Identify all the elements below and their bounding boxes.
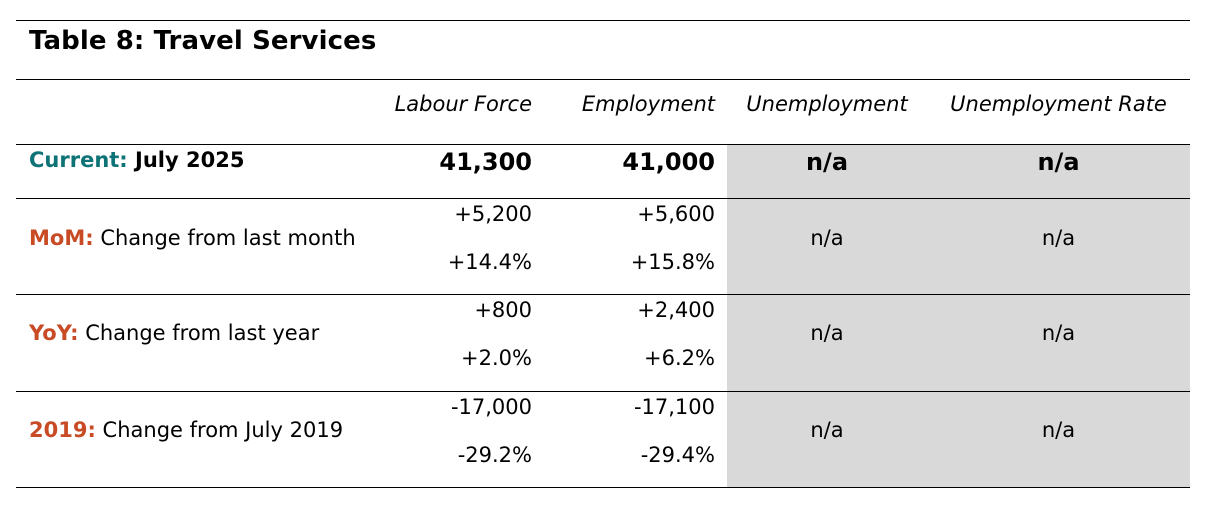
mom-unemployment: n/a	[810, 226, 844, 250]
yoy-unemployment-rate: n/a	[1041, 321, 1076, 345]
vs-2019-unemployment: n/a	[810, 418, 844, 442]
current-employment: 41,000	[622, 148, 715, 176]
yoy-labour-force-pct: +2.0%	[461, 346, 532, 370]
header-top-rule	[16, 79, 1190, 80]
current-unemployment-rate: n/a	[1037, 148, 1080, 176]
mom-unemployment-rate: n/a	[1041, 226, 1076, 250]
yoy-row-label	[29, 321, 319, 345]
mom-row-label	[29, 226, 356, 250]
vs-2019-labour-force-pct: -29.2%	[457, 443, 532, 467]
yoy-employment-pct: +6.2%	[644, 346, 715, 370]
yoy-labour-force-abs: +800	[474, 298, 532, 322]
current-unemployment: n/a	[805, 148, 849, 176]
current-bottom-rule	[16, 198, 1190, 199]
top-rule	[16, 20, 1190, 21]
yoy-description: Change from last year	[85, 321, 320, 345]
table-title: Table 8: Travel Services	[29, 26, 377, 56]
mom-description: Change from last month	[100, 226, 356, 250]
mom-employment-abs: +5,600	[637, 202, 715, 226]
vs-2019-row-label	[29, 418, 343, 442]
vs-2019-employment-pct: -29.4%	[640, 443, 715, 467]
yoy-unemployment: n/a	[810, 321, 844, 345]
table-bottom-rule	[16, 487, 1190, 488]
col-header-unemployment-rate: Unemployment Rate	[950, 92, 1167, 116]
col-header-unemployment: Unemployment	[746, 92, 908, 116]
vs-2019-prefix: 2019:	[29, 418, 96, 442]
col-header-labour-force: Labour Force	[394, 92, 532, 116]
mom-prefix: MoM:	[29, 226, 94, 250]
mom-employment-pct: +15.8%	[630, 250, 715, 274]
vs-2019-employment-abs: -17,100	[633, 395, 715, 419]
current-labour-force: 41,300	[439, 148, 532, 176]
yoy-employment-abs: +2,400	[637, 298, 715, 322]
current-row-label	[29, 148, 244, 172]
current-prefix: Current:	[29, 148, 128, 172]
mom-bottom-rule	[16, 294, 1190, 295]
current-period: July 2025	[135, 148, 245, 172]
vs-2019-description: Change from July 2019	[102, 418, 344, 442]
mom-labour-force-pct: +14.4%	[447, 250, 532, 274]
yoy-prefix: YoY:	[29, 321, 79, 345]
col-header-employment: Employment	[581, 92, 715, 116]
mom-labour-force-abs: +5,200	[454, 202, 532, 226]
yoy-bottom-rule	[16, 391, 1190, 392]
vs-2019-unemployment-rate: n/a	[1041, 418, 1076, 442]
header-bottom-rule	[16, 144, 1190, 145]
vs-2019-labour-force-abs: -17,000	[450, 395, 532, 419]
